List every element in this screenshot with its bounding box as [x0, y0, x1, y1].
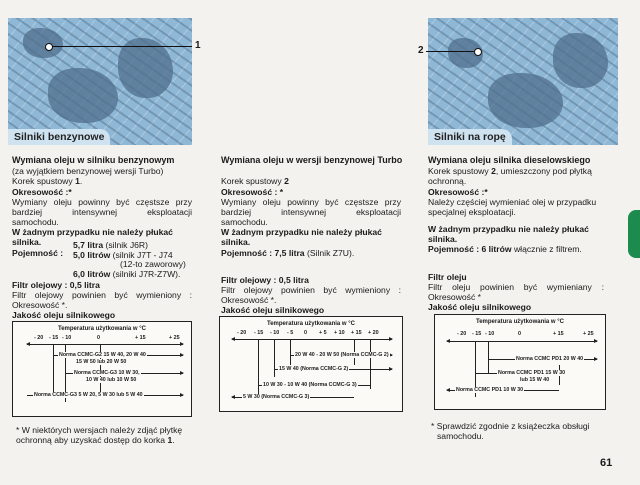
scale-tick: - 15 [49, 335, 59, 341]
oil-quality-heading: Jakość oleju silnikowego [221, 305, 325, 315]
scale-tick: - 5 [287, 330, 294, 336]
scale-tick: - 15 [254, 330, 264, 336]
callout-leader [52, 46, 192, 47]
interval-text: samochodu. [221, 217, 268, 227]
interval-text: Wymiany oleju powinny być częstsze przy [12, 197, 192, 207]
filter-text: Filtr olejowy powinien być wymieniony : [12, 290, 192, 300]
drain-plug-marker [474, 48, 482, 56]
scale-tick: + 25 [583, 331, 594, 337]
filter-text: Okresowość * [428, 292, 482, 302]
oil-temperature-chart [12, 321, 192, 417]
scale-tick: + 15 [351, 330, 362, 336]
interval-label: Okresowość : * [221, 187, 284, 197]
capacity-line: Pojemność : 6 litrów włącznie z filtrem. [428, 244, 582, 254]
scale-tick: + 15 [553, 331, 564, 337]
drain-plug-marker [45, 43, 53, 51]
callout-number: 2 [418, 45, 424, 56]
section-heading: Wymiana oleju silnika dieselowskiego [428, 155, 591, 165]
range-label: 10 W 30 - 10 W 40 (Norma CCMC-G 3) [263, 382, 357, 388]
filter-label: Filtr olejowy : 0,5 litra [12, 280, 100, 290]
scale-tick: - 20 [457, 331, 467, 337]
scale-tick: - 10 [485, 331, 495, 337]
warning-text: silnika. [221, 237, 251, 247]
filter-text: Filtr olejowy powinien być wymieniony : [221, 285, 401, 295]
gasoline-engine-photo [8, 18, 192, 145]
range-label: 5 W 30 (Norma CCMC-G 3) [243, 394, 310, 400]
range-label: 15 W 50 lub 20 W 50 [76, 359, 127, 365]
scale-tick: + 20 [368, 330, 379, 336]
range-label: Norma CCMC PD1 10 W 30 [456, 387, 524, 393]
interval-text: specjalnej eksploatacji. [428, 207, 516, 217]
range-label: 10 W 40 lub 10 W 50 [86, 377, 137, 383]
scale-tick: - 10 [270, 330, 280, 336]
capacity-line: (12-to zaworowy) [120, 259, 186, 269]
warning-text: silnika. [428, 234, 458, 244]
interval-text: samochodu. [12, 217, 59, 227]
section-heading: Wymiana oleju w wersji benzynowej Turbo [221, 155, 403, 165]
oil-temperature-chart [219, 316, 403, 412]
interval-text: bardziej intensywnej eksploatacji [221, 207, 401, 217]
range-label: Norma CCMC PD1 15 W 30 [498, 370, 566, 376]
subheading: (za wyjątkiem benzynowej wersji Turbo) [12, 166, 164, 176]
capacity-line: 5,0 litrów (silnik J7T - J74 [73, 250, 173, 260]
interval-text: bardziej intensywnej eksploatacji [12, 207, 192, 217]
range-label: 20 W 40 - 20 W 50 (Norma CCMC-G 2) [295, 352, 389, 358]
range-label: Norma CCMC PD1 20 W 40 [516, 356, 584, 362]
scale-tick: - 20 [34, 335, 44, 341]
scale-tick: + 10 [334, 330, 345, 336]
diesel-engine-photo [428, 18, 618, 145]
warning-text: W żadnym przypadku nie należy płukać [12, 227, 173, 237]
page-number: 61 [600, 457, 613, 469]
drain-plug-text: Korek spustowy 2, umieszczony pod płytką [428, 166, 592, 176]
scale-tick: - 20 [237, 330, 247, 336]
drain-plug-text: Korek spustowy 2 [221, 176, 289, 186]
interval-text: Należy częściej wymieniać olej w przypadku [428, 197, 597, 207]
filter-text: Okresowość *. [221, 295, 277, 305]
range-label: Norma CCMC-G2 15 W 40, 20 W 40 [59, 352, 146, 358]
chart-title: Temperatura użytkowania w °C [267, 321, 355, 327]
section-heading: Wymiana oleju w silniku benzynowym [12, 155, 175, 165]
scale-tick: + 25 [169, 335, 180, 341]
filter-label: Filtr olejowy : 0,5 litra [221, 275, 309, 285]
footnote: ochronną aby uzyskać dostęp do korka 1. [16, 435, 175, 445]
temperature-axis [27, 344, 183, 345]
scale-tick: 0 [97, 335, 100, 341]
photo-caption: Silniki benzynowe [8, 129, 110, 145]
interval-label: Okresowość :* [12, 187, 72, 197]
oil-temperature-chart [434, 314, 606, 410]
range-label: 15 W 40 (Norma CCMC-G 2) [279, 366, 349, 372]
filter-label: Filtr oleju [428, 272, 467, 282]
scale-tick: + 5 [319, 330, 327, 336]
photo-caption: Silniki na ropę [428, 129, 512, 145]
warning-text: W żadnym przypadku nie należy płukać [221, 227, 382, 237]
range-label: lub 15 W 40 [520, 377, 550, 383]
scale-tick: 0 [518, 331, 521, 337]
interval-text: Wymiany oleju powinny być częstsze przy [221, 197, 401, 207]
temperature-axis [447, 341, 597, 342]
chart-title: Temperatura użytkowania w °C [476, 319, 564, 325]
footnote: samochodu. [437, 431, 484, 441]
filter-text: Okresowość *. [12, 300, 68, 310]
capacity-line: 5,7 litra (silnik J6R) [73, 240, 148, 250]
section-tab [628, 210, 640, 258]
warning-text: W żadnym przypadku nie należy płukać [428, 224, 589, 234]
scale-tick: - 15 [472, 331, 482, 337]
chart-title: Temperatura użytkowania w °C [58, 326, 146, 332]
oil-quality-heading: Jakość oleju silnikowego [12, 310, 116, 320]
scale-tick: - 10 [62, 335, 72, 341]
range-label: Norma CCMC-G3 5 W 20, 5 W 30 lub 5 W 40 [34, 392, 143, 398]
drain-plug-text: Korek spustowy 1. [12, 176, 83, 186]
footnote: * Sprawdzić zgodnie z książeczka obsługi [431, 421, 590, 431]
capacity-label: Pojemność : [12, 248, 64, 258]
capacity-line: 6,0 litrów (silniki J7R-Z7W). [73, 269, 181, 279]
callout-leader [426, 51, 474, 52]
range-label: Norma CCMC-G3 10 W 30, [74, 370, 140, 376]
warning-text: silnika. [12, 237, 42, 247]
capacity-line: Pojemność : 7,5 litra (Silnik Z7U). [221, 248, 355, 258]
oil-quality-heading: Jakość oleju silnikowego [428, 302, 532, 312]
scale-tick: 0 [304, 330, 307, 336]
drain-plug-text: ochronną. [428, 176, 467, 186]
scale-tick: + 15 [135, 335, 146, 341]
filter-text: Filtr oleju powinien być wymieniany : [428, 282, 604, 292]
interval-label: Okresowość :* [428, 187, 488, 197]
callout-number: 1 [195, 40, 201, 51]
temperature-axis [232, 339, 392, 340]
footnote: * W niektórych wersjach należy zdjąć płytkę [16, 425, 183, 435]
